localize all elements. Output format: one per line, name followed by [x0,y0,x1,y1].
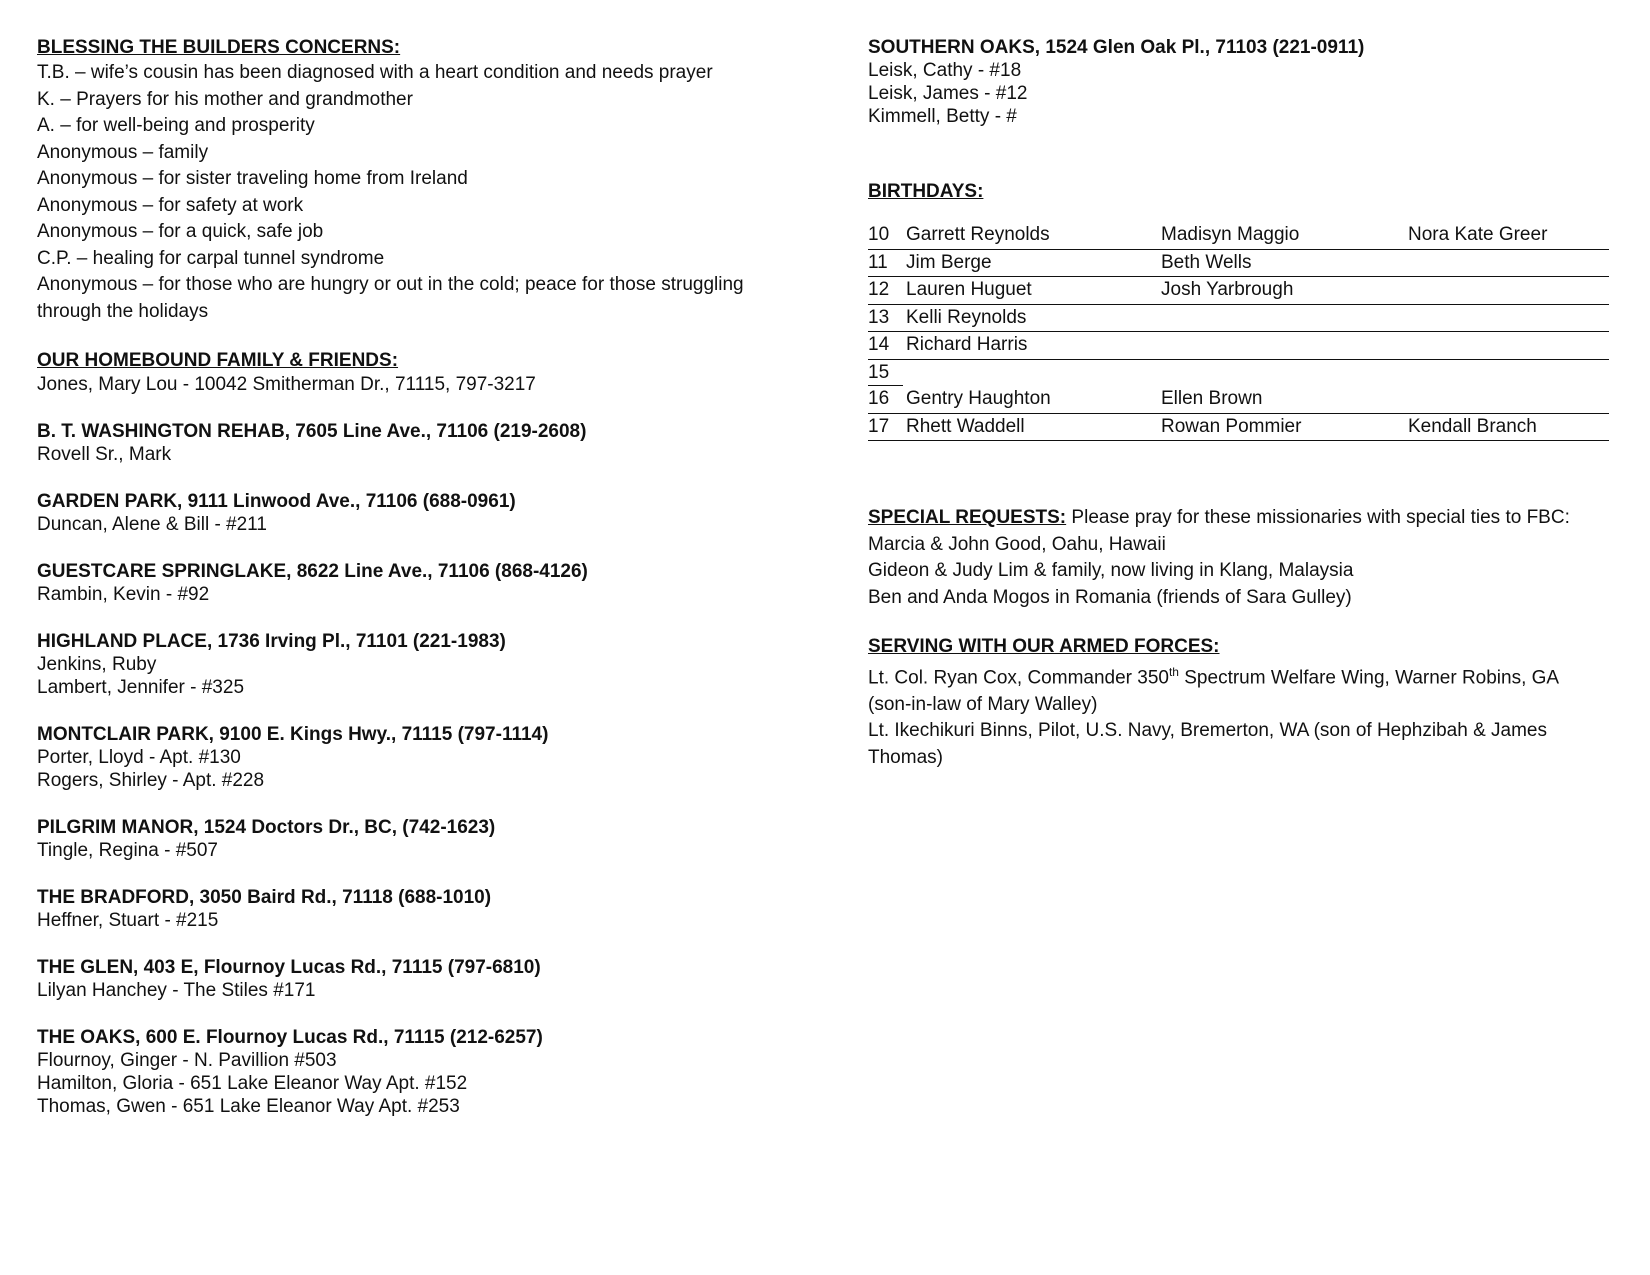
facility-block [37,420,797,466]
birthday-name: Beth Wells [1161,251,1252,273]
birthday-name: Kelli Reynolds [906,306,1027,328]
facility-name: GARDEN PARK, 9111 Linwood Ave., 71106 (688-0961) [37,491,516,512]
facility-name: HIGHLAND PLACE, 1736 Irving Pl., 71101 (221-1983) [37,631,506,652]
birthday-day: 13 [868,306,890,328]
birthday-name: Kendall Branch [1408,415,1537,437]
missionary-item: Gideon & Judy Lim & family, now living in Klang, Malaysia [868,560,1354,581]
birthday-row [868,386,1609,414]
birthday-day: 17 [868,415,890,437]
birthdays-section [868,180,1608,441]
concern-item: C.P. – healing for carpal tunnel syndrome [37,247,385,269]
missionary-item: Ben and Anda Mogos in Romania (friends of Sara Gulley) [868,586,1352,608]
birthday-name: Rhett Waddell [906,415,1025,437]
resident-entry: Leisk, Cathy - #18 [868,60,1022,81]
right-column [868,36,1608,795]
resident-entry: Heffner, Stuart - #215 [37,910,219,931]
resident-entry: Rogers, Shirley - Apt. #228 [37,770,265,791]
homebound-section [37,349,797,396]
resident-entry: Porter, Lloyd - Apt. #130 [37,747,241,768]
facility-block [37,723,797,792]
resident-entry: Jenkins, Ruby [37,654,157,675]
concern-item: T.B. – wife’s cousin has been diagnosed with a heart condition and needs prayer [37,62,713,83]
birthday-row [868,305,1609,333]
concern-item: Anonymous – for sister traveling home from Ireland [37,168,468,189]
concern-item: K. – Prayers for his mother and grandmother [37,88,413,110]
birthday-table [868,222,1609,441]
special-requests-section [868,505,1608,611]
facility-name: GUESTCARE SPRINGLAKE, 8622 Line Ave., 71106 (868-4126) [37,561,588,582]
facility-name: SOUTHERN OAKS, 1524 Glen Oak Pl., 71103 (221-0911) [868,37,1365,58]
birthday-row [868,414,1609,442]
birthday-name: Richard Harris [906,334,1028,355]
resident-entry: Leisk, James - #12 [868,83,1028,104]
resident-entry: Lambert, Jennifer - #325 [37,677,245,698]
resident-entry: Lilyan Hanchey - The Stiles #171 [37,980,316,1001]
concerns-section [37,36,797,325]
armed-forces-text: Lt. Col. Ryan Cox, Commander 350 [868,667,1169,689]
birthday-day: 16 [868,388,890,409]
facility-name: THE OAKS, 600 E. Flournoy Lucas Rd., 71115 (212-6257) [37,1027,543,1048]
birthday-name: Garrett Reynolds [906,224,1050,245]
birthday-row [868,222,1609,250]
southern-oaks-block [868,36,1608,128]
birthdays-heading: BIRTHDAYS: [868,181,984,202]
birthday-row [868,250,1609,278]
resident-entry: Hamilton, Gloria - 651 Lake Eleanor Way Apt. #152 [37,1073,468,1094]
resident-entry: Thomas, Gwen - 651 Lake Eleanor Way Apt. #253 [37,1096,460,1117]
birthday-name: Gentry Haughton [906,388,1051,409]
birthday-day: 15 [868,360,903,386]
concern-item: Anonymous – for safety at work [37,194,304,216]
facility-block [37,630,797,699]
birthday-row [868,360,1609,387]
facility-name: PILGRIM MANOR, 1524 Doctors Dr., BC, (742-1623) [37,817,496,838]
special-requests-heading: SPECIAL REQUESTS: [868,507,1067,528]
concern-item: A. – for well-being and prosperity [37,115,315,136]
birthday-row [868,332,1609,360]
birthday-day: 14 [868,334,890,355]
birthday-day: 10 [868,224,890,245]
birthday-name: Jim Berge [906,251,992,273]
resident-entry: Duncan, Alene & Bill - #211 [37,514,267,535]
resident-entry: Tingle, Regina - #507 [37,840,218,861]
birthday-name: Rowan Pommier [1161,415,1302,437]
resident-entry: Rovell Sr., Mark [37,444,172,465]
birthday-day: 12 [868,279,890,300]
armed-forces-heading: SERVING WITH OUR ARMED FORCES: [868,636,1220,657]
facility-name: MONTCLAIR PARK, 9100 E. Kings Hwy., 71115 (797-1114) [37,724,549,745]
special-requests-intro [868,505,1608,532]
facility-block [37,490,797,536]
facility-block [37,886,797,932]
concern-item: Anonymous – for those who are hungry or out in the cold; peace for those struggling through the holidays [37,274,744,322]
facility-block [37,1026,797,1118]
left-column [37,36,797,1142]
missionary-item: Marcia & John Good, Oahu, Hawaii [868,533,1166,555]
resident-entry: Kimmell, Betty - # [868,106,1017,127]
facility-name: B. T. WASHINGTON REHAB, 7605 Line Ave., 71106 (219-2608) [37,421,587,442]
armed-forces-item: Lt. Ikechikuri Binns, Pilot, U.S. Navy, Bremerton, WA (son of Hephzibah & James Thomas) [868,720,1547,768]
homebound-entry: Jones, Mary Lou - 10042 Smitherman Dr., 71115, 797-3217 [37,374,536,395]
birthday-name: Ellen Brown [1161,388,1263,409]
concerns-heading: BLESSING THE BUILDERS CONCERNS: [37,37,401,58]
birthday-name: Josh Yarbrough [1161,279,1294,300]
birthday-day: 11 [868,251,888,273]
birthday-name: Lauren Huguet [906,279,1032,300]
birthday-name: Nora Kate Greer [1408,224,1548,245]
facility-name: THE GLEN, 403 E, Flournoy Lucas Rd., 71115 (797-6810) [37,957,541,978]
facility-block [37,816,797,862]
homebound-heading: OUR HOMEBOUND FAMILY & FRIENDS: [37,350,399,371]
birthday-name: Madisyn Maggio [1161,224,1300,245]
concern-item: Anonymous – for a quick, safe job [37,221,324,242]
concern-item: Anonymous – family [37,141,209,163]
ordinal-suffix: th [1168,665,1179,679]
birthday-row [868,277,1609,305]
armed-forces-text: Spectrum Welfare Wing, Warner Robins, GA (son-in-law of Mary Walley) [868,667,1559,715]
facility-block [37,560,797,606]
resident-entry: Flournoy, Ginger - N. Pavillion #503 [37,1050,337,1071]
armed-forces-item [868,659,1598,718]
special-requests-text: Please pray for these missionaries with special ties to FBC: [1066,507,1570,528]
facility-name: THE BRADFORD, 3050 Baird Rd., 71118 (688-1010) [37,887,492,908]
facility-block [37,956,797,1002]
resident-entry: Rambin, Kevin - #92 [37,584,210,605]
armed-forces-section [868,635,1608,771]
